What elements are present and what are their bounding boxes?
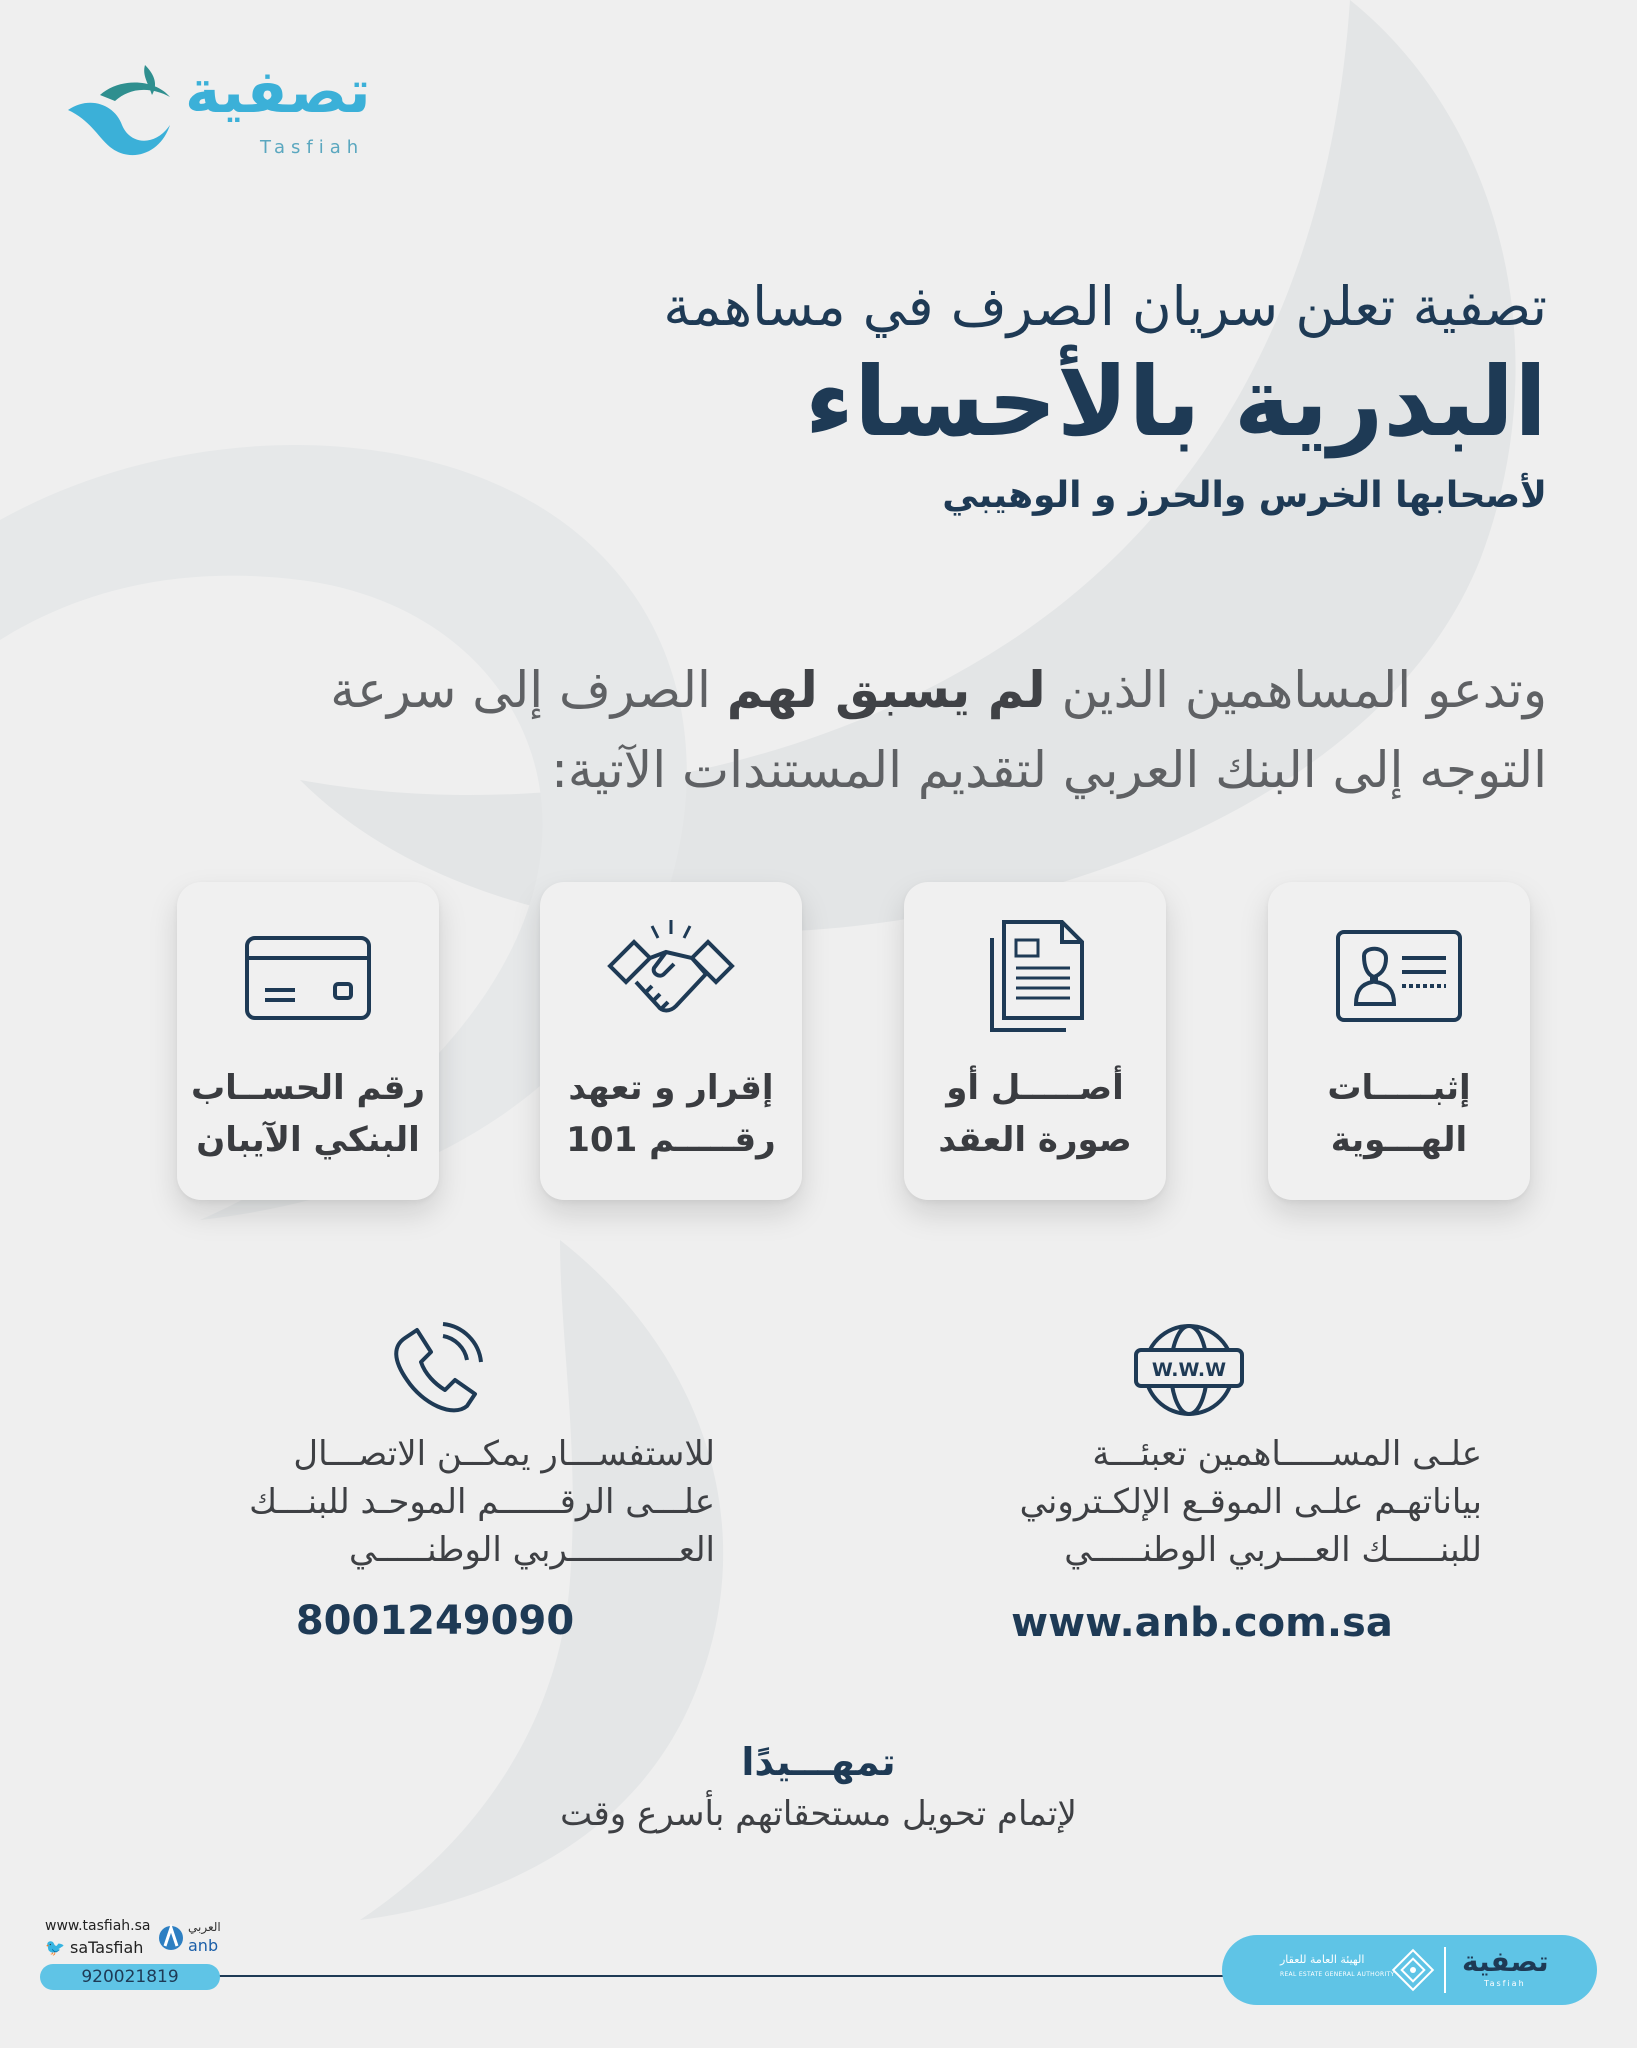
closing-message	[0, 1735, 1637, 1839]
phone-instructions	[155, 1430, 715, 1574]
document-card-label	[914, 1062, 1156, 1166]
logo-swirl-icon	[60, 65, 180, 165]
authority-english-text: REAL ESTATE GENERAL AUTHORITY	[1280, 1971, 1395, 1978]
footer-contact	[40, 1918, 230, 1993]
phone-line-1: للاستفســـار يمكــن الاتصـــال	[293, 1434, 715, 1474]
tasfiah-logo	[60, 55, 371, 165]
document-card-id	[1268, 882, 1530, 1200]
intro-part-2: الصرف إلى سرعة	[330, 661, 727, 719]
intro-emphasis: لم يسبق لهم	[726, 661, 1046, 719]
footer-logo-english: Tasfiah	[1484, 1979, 1526, 1988]
twitter-handle-text: saTasfiah	[70, 1938, 144, 1957]
twitter-icon: 🐦	[45, 1938, 65, 1957]
card-line-1: إثبـــــات	[1327, 1068, 1471, 1108]
footer-phone-badge[interactable]: 920021819	[40, 1964, 220, 1990]
card-line-1: رقم الحســاب	[190, 1068, 426, 1108]
document-card-label	[187, 1062, 429, 1166]
authority-arabic-text: الهيئة العامة للعقار	[1280, 1953, 1365, 1966]
website-line-2: بياناتهـم علـى الموقـع الإلكـتروني	[1019, 1482, 1482, 1522]
document-card-label	[1278, 1062, 1520, 1166]
anb-arabic-text: العربي	[188, 1920, 221, 1934]
footer-website[interactable]: www.tasfiah.sa	[45, 1918, 151, 1934]
logo-arabic-text: تصفية	[185, 57, 371, 127]
intro-line-2: التوجه إلى البنك العربي لتقديم المستندات الآتية:	[551, 741, 1547, 799]
closing-line-2: لإتمام تحويل مستحقاتهم بأسرع وقت	[560, 1794, 1077, 1834]
website-info-block	[922, 1320, 1482, 1650]
authority-emblem-icon	[1390, 1947, 1436, 1993]
intro-paragraph	[247, 650, 1547, 810]
intro-part-1: وتدعو المساهمين الذين	[1045, 661, 1547, 719]
www-globe-icon	[1134, 1320, 1244, 1420]
document-card-declaration	[540, 882, 802, 1200]
phone-line-3: العـــــــــــربي الوطنـــــي	[349, 1530, 715, 1570]
headline-block	[347, 272, 1547, 522]
bank-card-icon	[243, 918, 373, 1038]
headline-owners: لأصحابها الخرس والحرز و الوهيبي	[942, 475, 1547, 516]
headline-title: البدرية بالأحساء	[804, 346, 1547, 458]
anb-logo-icon	[158, 1920, 184, 1956]
footer-divider	[215, 1975, 1235, 1977]
document-card-label	[550, 1062, 792, 1166]
card-line-2: رقـــــم 101	[566, 1120, 776, 1160]
card-line-2: البنكي الآيبان	[196, 1120, 420, 1160]
www-icon-text: W.W.W	[1151, 1359, 1227, 1381]
document-icon	[970, 918, 1100, 1038]
card-line-1: إقرار و تعهد	[568, 1068, 774, 1108]
phone-line-2: علـــى الرقــــــم الموحـد للبنـــك	[249, 1482, 715, 1522]
handshake-icon	[606, 918, 736, 1038]
card-line-1: أصـــــل أو	[946, 1068, 1124, 1108]
website-instructions	[922, 1430, 1482, 1574]
closing-line-1: تمهـــيدًا	[741, 1740, 896, 1784]
footer-twitter-handle[interactable]	[45, 1938, 143, 1957]
logo-english-text: Tasfiah	[260, 137, 365, 158]
id-card-icon	[1334, 918, 1464, 1038]
website-line-3: للبنـــــك العـــربي الوطنـــــي	[1064, 1530, 1482, 1570]
anb-english-text: anb	[188, 1936, 219, 1955]
phone-number[interactable]: 8001249090	[295, 1598, 575, 1644]
footer-logo-arabic: تصفية	[1462, 1945, 1549, 1978]
footer-partners-pill	[1222, 1935, 1597, 2005]
document-card-iban	[177, 882, 439, 1200]
footer-pill-divider	[1444, 1947, 1446, 1993]
intro-line-1	[247, 650, 1547, 730]
document-card-contract	[904, 882, 1166, 1200]
headline-line-1: تصفية تعلن سريان الصرف في مساهمة	[663, 275, 1547, 338]
card-line-2: الهـــوية	[1330, 1120, 1468, 1160]
website-link[interactable]: www.anb.com.sa	[1011, 1600, 1393, 1646]
card-line-2: صورة العقد	[938, 1120, 1132, 1160]
phone-icon	[383, 1320, 493, 1420]
phone-info-block	[155, 1320, 715, 1650]
website-line-1: علـى المســـــاهمين تعبئـــة	[1092, 1434, 1482, 1474]
